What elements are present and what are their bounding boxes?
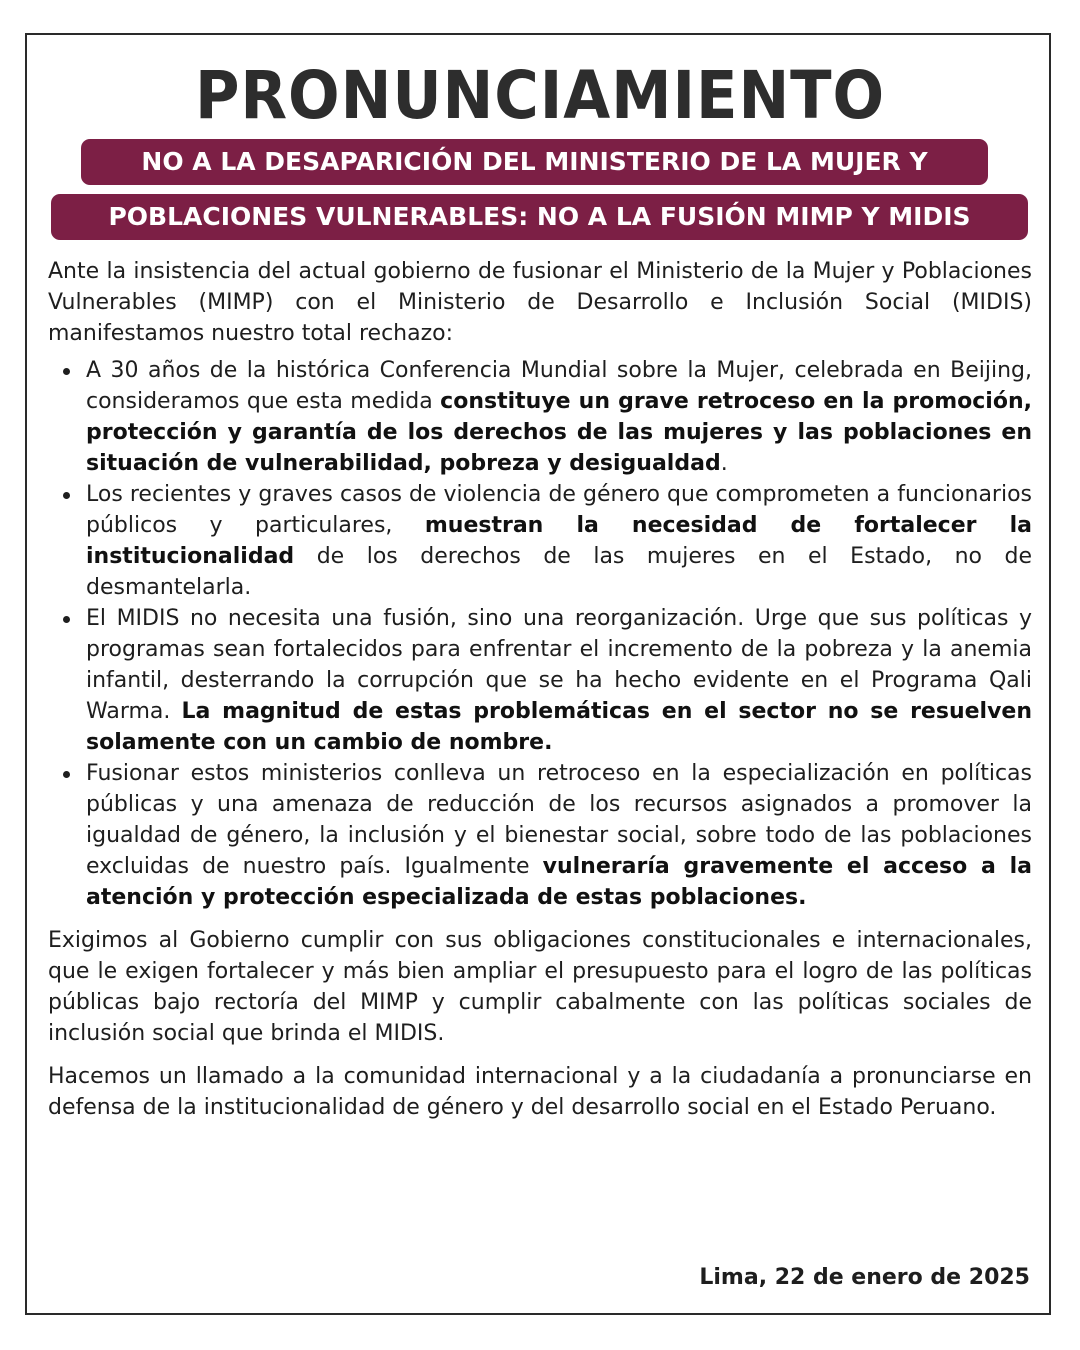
- bullet-item: [48, 603, 1032, 758]
- bullet-bold-text: muestran la necesidad de fortalecer la institucionalidad: [86, 513, 1032, 569]
- bullet-item: [48, 758, 1032, 913]
- bullet-bold-text: constituye un grave retroceso en la promoción, protección y garantía de los derechos de las mujeres y las poblaciones en situación de vulnerabilidad, pobreza y desigualdad: [86, 389, 1032, 476]
- headline-banner-line-1: NO A LA DESAPARICIÓN DEL MINISTERIO DE LA MUJER Y: [81, 139, 988, 185]
- statement-body: [48, 256, 1032, 1123]
- headline-banner-line-2: POBLACIONES VULNERABLES: NO A LA FUSIÓN MIMP Y MIDIS: [51, 194, 1028, 240]
- bullet-text: El MIDIS no necesita una fusión, sino una reorganización. Urge que sus políticas y programas sean fortalecidos para enfrentar el incremento de la pobreza y la anemia infantil, desterrando la corrupción que se ha hecho evidente en el Programa Qali Warma.: [86, 606, 1032, 724]
- bullet-bold-text: vulneraría gravemente el acceso a la atención y protección especializada de estas poblaciones.: [86, 854, 1032, 910]
- date-signature: Lima, 22 de enero de 2025: [699, 1265, 1030, 1290]
- bullet-list: [48, 355, 1032, 913]
- intro-paragraph: Ante la insistencia del actual gobierno de fusionar el Ministerio de la Mujer y Poblaciones Vulnerables (MIMP) con el Ministerio de Desarrollo e Inclusión Social (MIDIS) manifestamos nuestro total rechazo:: [48, 259, 1032, 346]
- bullet-item: [48, 355, 1032, 479]
- call-paragraph: Hacemos un llamado a la comunidad internacional y a la ciudadanía a pronunciarse en defensa de la institucionalidad de género y del desarrollo social en el Estado Peruano.: [48, 1064, 1032, 1120]
- bullet-text-end: .: [720, 451, 728, 476]
- bullet-item: [48, 479, 1032, 603]
- demand-paragraph: Exigimos al Gobierno cumplir con sus obligaciones constitucionales e internacionales, que le exigen fortalecer y más bien ampliar el presupuesto para el logro de las políticas públicas bajo rectoría del MIMP y cumplir cabalmente con las políticas sociales de inclusión social que brinda el MIDIS.: [48, 928, 1032, 1046]
- bullet-text: Los recientes y graves casos de violencia de género que comprometen a funcionarios públicos y particulares,: [86, 482, 1032, 538]
- bullet-text-end: de los derechos de las mujeres en el Estado, no de desmantelarla.: [86, 544, 1032, 600]
- bullet-bold-text: La magnitud de estas problemáticas en el sector no se resuelven solamente con un cambio de nombre.: [86, 699, 1032, 755]
- bullet-text: A 30 años de la histórica Conferencia Mundial sobre la Mujer, celebrada en Beijing, consideramos que esta medida: [86, 358, 1032, 414]
- document-title: PRONUNCIAMIENTO: [194, 57, 886, 134]
- bullet-text: Fusionar estos ministerios conlleva un retroceso en la especialización en políticas públicas y una amenaza de reducción de los recursos asignados a promover la igualdad de género, la inclusión y el bienestar social, sobre todo de las poblaciones excluidas de nuestro país. Igualmente: [86, 761, 1032, 879]
